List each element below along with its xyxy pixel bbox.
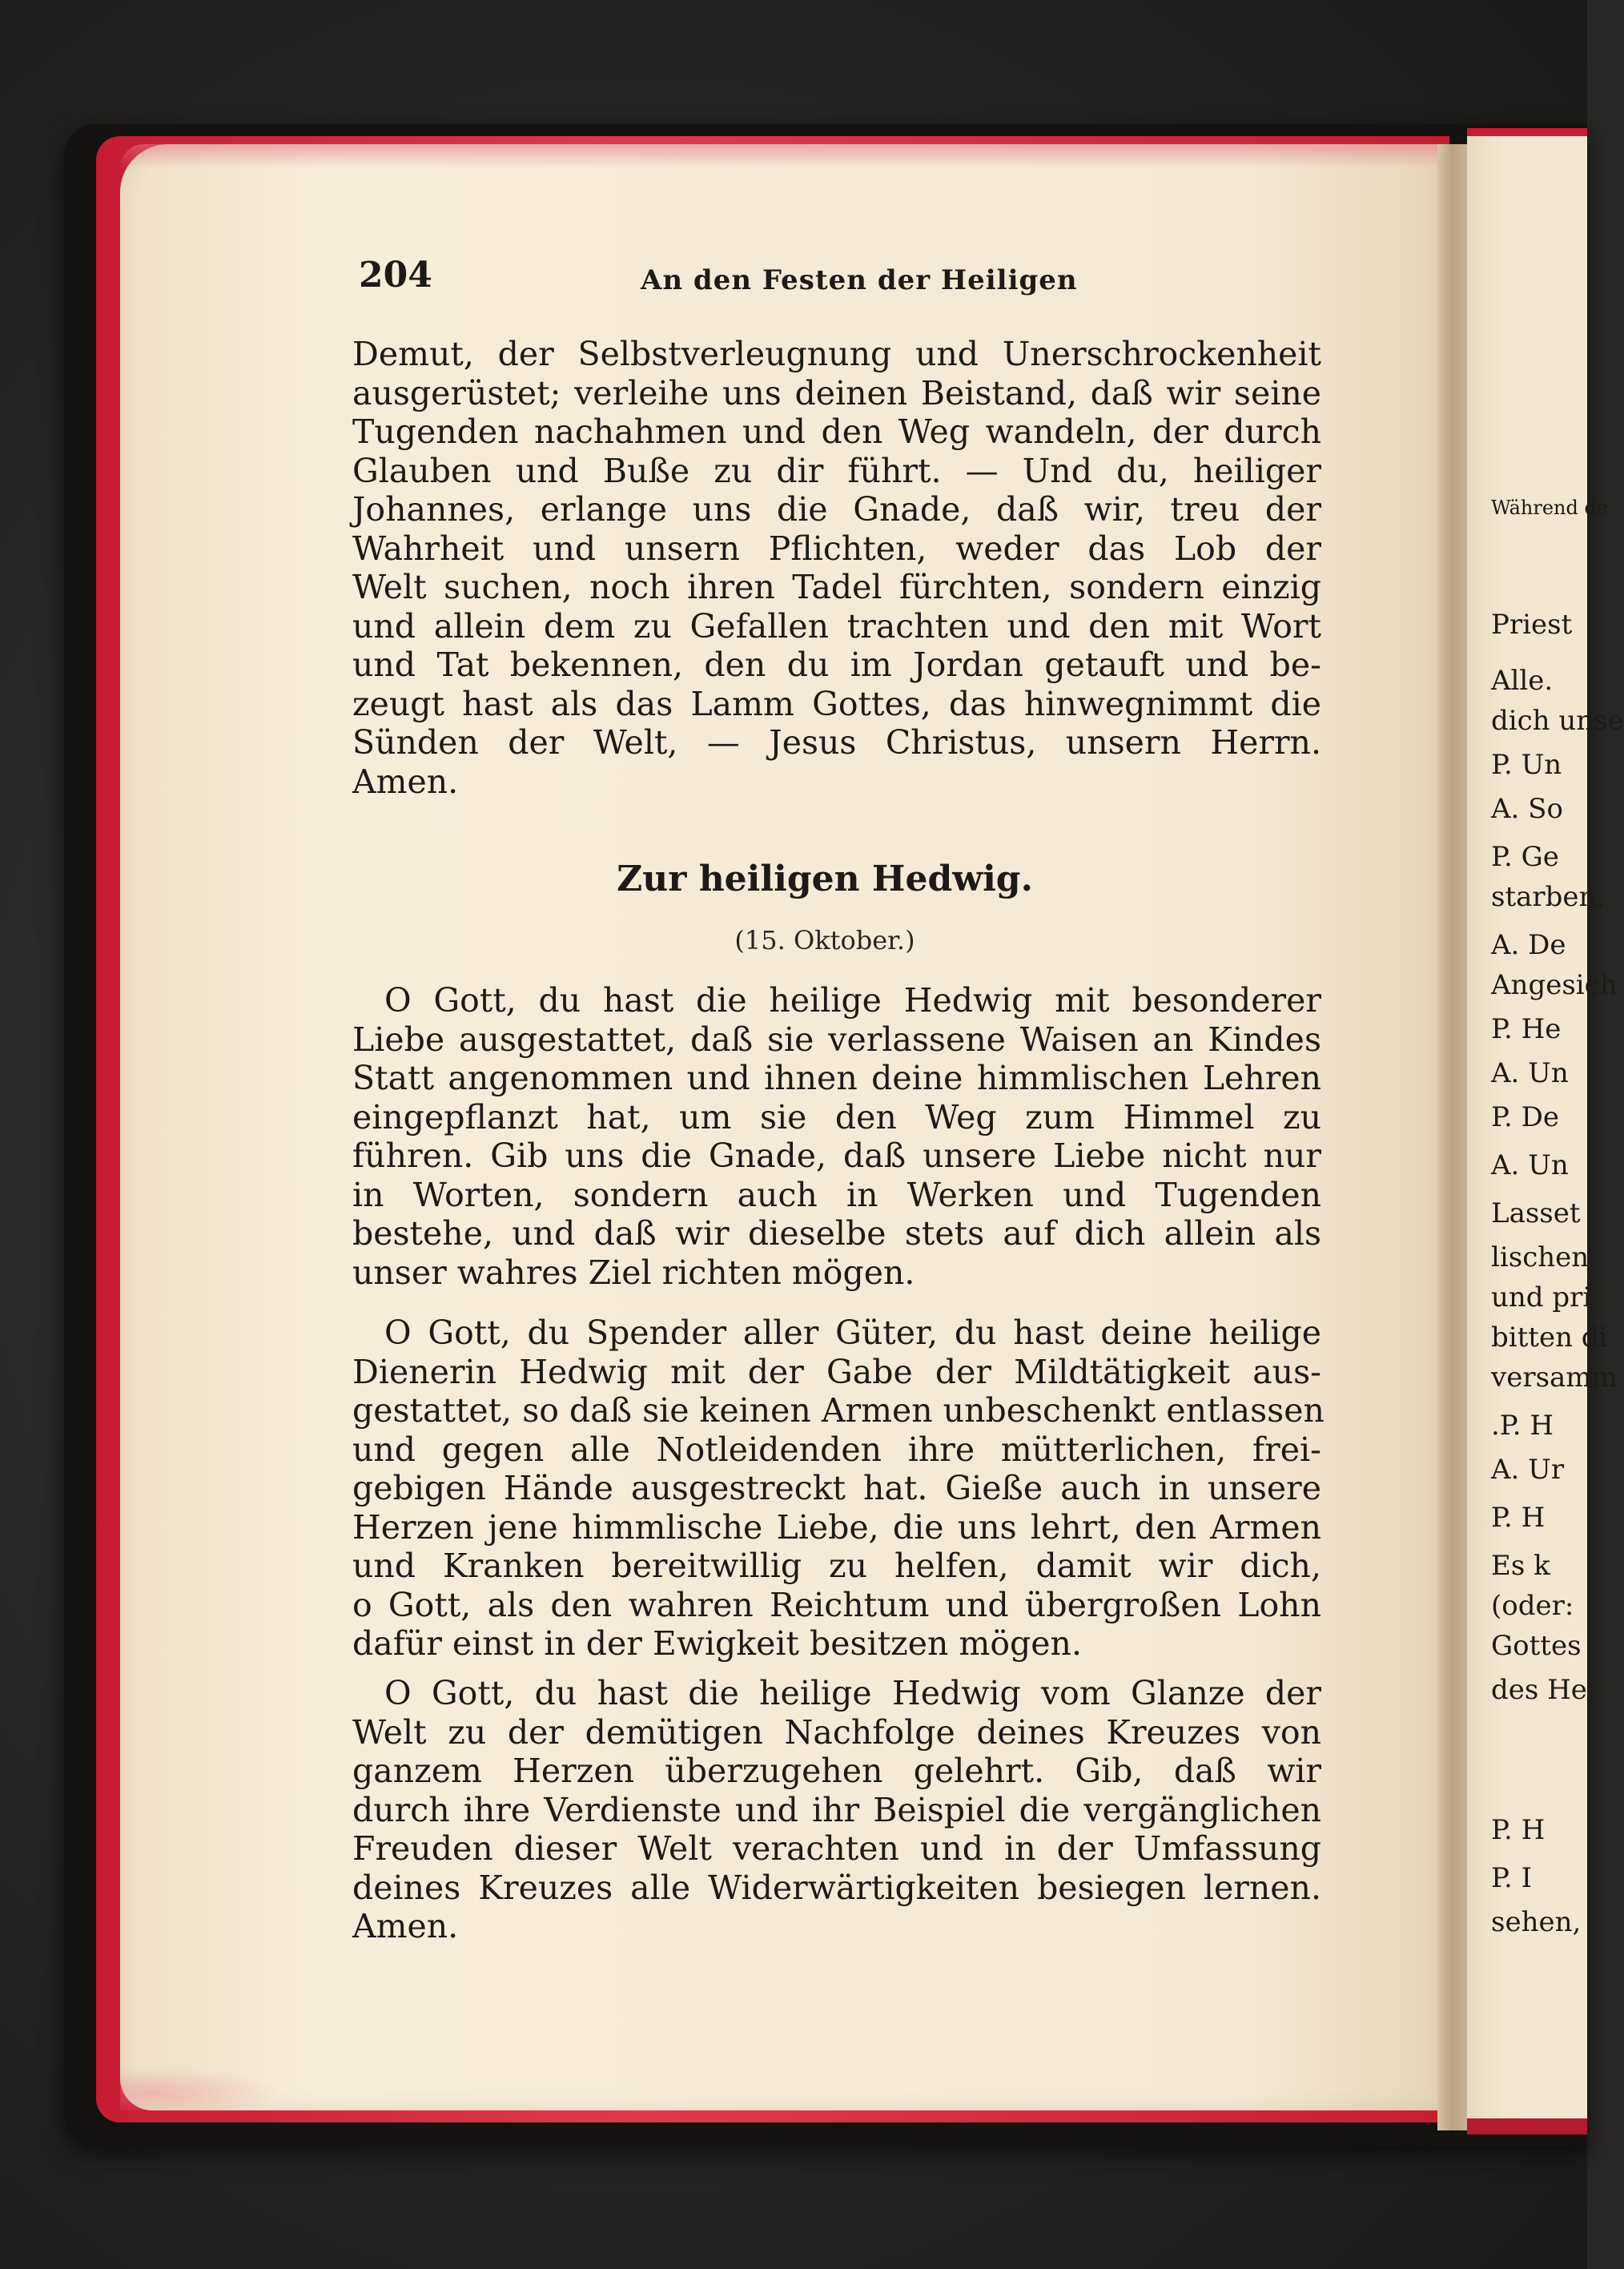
text-line: Dienerin Hedwig mit der Gabe der Mildtätigkeit aus- xyxy=(352,1352,1321,1391)
text-line: Welt suchen, noch ihren Tadel fürchten, sondern einzig xyxy=(352,568,1321,606)
text-line: gestattet, so daß sie keinen Armen unbeschenkt entlassen xyxy=(352,1391,1325,1430)
text-line: durch ihre Verdienste und ihr Beispiel die vergänglichen xyxy=(352,1790,1321,1829)
text-line: Demut, der Selbstverleugnung und Unerschrockenheit xyxy=(352,335,1321,373)
right-page-fragment: .P. H xyxy=(1491,1410,1554,1442)
right-page-fragment: bitten di xyxy=(1491,1322,1608,1354)
right-page-fragment: und pri xyxy=(1491,1281,1592,1314)
right-page-fragment: A. So xyxy=(1491,793,1563,825)
right-page-fragment: P. H xyxy=(1491,1502,1546,1534)
right-page-fragment: P. I xyxy=(1491,1862,1533,1894)
right-page-fragment: Priest xyxy=(1491,609,1573,641)
text-line: ganzem Herzen überzugehen gelehrt. Gib, daß wir xyxy=(352,1752,1321,1790)
text-line: Freuden dieser Welt verachten und in der Umfassung xyxy=(352,1829,1321,1868)
right-page-fragment: A. Ur xyxy=(1491,1454,1565,1486)
intro-paragraph xyxy=(352,335,1321,801)
prayer-paragraph-2 xyxy=(352,1314,1325,1664)
text-line: Johannes, erlange uns die Gnade, daß wir, treu der xyxy=(352,490,1321,529)
right-page-fragment: A. De xyxy=(1491,929,1566,961)
right-page-fragment: A. Un xyxy=(1491,1057,1569,1089)
right-page-fragment: P. Un xyxy=(1491,749,1562,781)
text-line: Wahrheit und unsern Pflichten, weder das Lob der xyxy=(352,529,1321,568)
right-page-fragment: Lasset xyxy=(1491,1197,1581,1229)
text-line: und gegen alle Notleidenden ihre mütterlichen, frei- xyxy=(352,1430,1321,1469)
right-page-fragment: dich unse xyxy=(1491,705,1624,737)
text-line: Herzen jene himmlische Liebe, die uns lehrt, den Armen xyxy=(352,1507,1321,1547)
text-line: Welt zu der demütigen Nachfolge deines Kreuzes von xyxy=(352,1712,1321,1752)
right-page-fragment: Es k xyxy=(1491,1550,1550,1582)
page-stain-top xyxy=(120,144,1445,168)
right-page-red-edge-bottom xyxy=(1467,2118,1587,2134)
text-line: führen. Gib uns die Gnade, daß unsere Liebe nicht nur xyxy=(352,1137,1321,1175)
page-stain-bottom xyxy=(120,2066,280,2110)
text-line: unser wahres Ziel richten mögen. xyxy=(352,1253,915,1292)
right-page-fragment: des He xyxy=(1491,1674,1587,1706)
right-page-fragment: versamm xyxy=(1491,1362,1618,1394)
right-page-fragment: Während de xyxy=(1491,497,1609,519)
text-line: Glauben und Buße zu dir führt. — Und du, heiliger xyxy=(352,451,1321,490)
text-line: und allein dem zu Gefallen trachten und den mit Wort xyxy=(352,606,1321,646)
right-page-fragment: P. De xyxy=(1491,1101,1559,1133)
prayer-paragraph-1 xyxy=(352,981,1321,1292)
text-line: bestehe, und daß wir dieselbe stets auf dich allein als xyxy=(352,1214,1321,1253)
text-line: Amen. xyxy=(352,762,459,801)
feast-date: (15. Oktober.) xyxy=(734,925,915,955)
text-line: eingepflanzt hat, um sie den Weg zum Himmel zu xyxy=(352,1097,1321,1137)
text-line: zeugt hast als das Lamm Gottes, das hinwegnimmt die xyxy=(352,684,1321,723)
text-line: ausgerüstet; verleihe uns deinen Beistand, daß wir seine xyxy=(352,373,1321,412)
page-number: 204 xyxy=(359,255,432,296)
prayer-paragraph-3 xyxy=(352,1674,1321,1946)
text-line: Tugenden nachahmen und den Weg wandeln, der durch xyxy=(352,412,1321,451)
section-heading: Zur heiligen Hedwig. xyxy=(617,859,1033,899)
running-head: An den Festen der Heiligen xyxy=(641,264,1078,296)
right-page-fragment: Alle. xyxy=(1491,665,1554,697)
text-line: und Kranken bereitwillig zu helfen, damit wir dich, xyxy=(352,1547,1321,1585)
text-line: O Gott, du hast die heilige Hedwig vom Glanze der xyxy=(384,1674,1321,1712)
text-line: O Gott, du Spender aller Güter, du hast deine heilige xyxy=(384,1314,1321,1352)
text-line: deines Kreuzes alle Widerwärtigkeiten besiegen lernen. xyxy=(352,1868,1321,1907)
right-page-fragment: Gottes xyxy=(1491,1630,1582,1662)
text-line: in Worten, sondern auch in Werken und Tugenden xyxy=(352,1175,1321,1214)
right-page-fragment: Angesich xyxy=(1491,969,1618,1001)
text-line: und Tat bekennen, den du im Jordan getauft und be- xyxy=(352,646,1321,684)
right-page-fragment: P. Ge xyxy=(1491,841,1559,873)
text-line: Amen. xyxy=(352,1907,459,1945)
right-page-fragment: (oder: xyxy=(1491,1590,1574,1622)
right-page-fragment: sehen, xyxy=(1491,1906,1582,1938)
text-line: Liebe ausgestattet, daß sie verlassene Waisen an Kindes xyxy=(352,1020,1321,1059)
text-line: O Gott, du hast die heilige Hedwig mit besonderer xyxy=(384,981,1321,1020)
right-page-fragment: P. H xyxy=(1491,1814,1546,1846)
text-line: gebigen Hände ausgestreckt hat. Gieße auch in unsere xyxy=(352,1469,1321,1507)
book-gutter xyxy=(1437,144,1469,2130)
right-page-fragment: P. He xyxy=(1491,1013,1562,1045)
right-page-fragment: starben. xyxy=(1491,881,1606,913)
text-line: Statt angenommen und ihnen deine himmlischen Lehren xyxy=(352,1059,1321,1097)
right-page-fragment: lischen xyxy=(1491,1241,1590,1273)
text-line: Sünden der Welt, — Jesus Christus, unsern Herrn. xyxy=(352,723,1321,762)
right-page-fragment: A. Un xyxy=(1491,1149,1569,1181)
text-line: dafür einst in der Ewigkeit besitzen mögen. xyxy=(352,1624,1082,1663)
text-line: o Gott, als den wahren Reichtum und übergroßen Lohn xyxy=(352,1585,1321,1624)
